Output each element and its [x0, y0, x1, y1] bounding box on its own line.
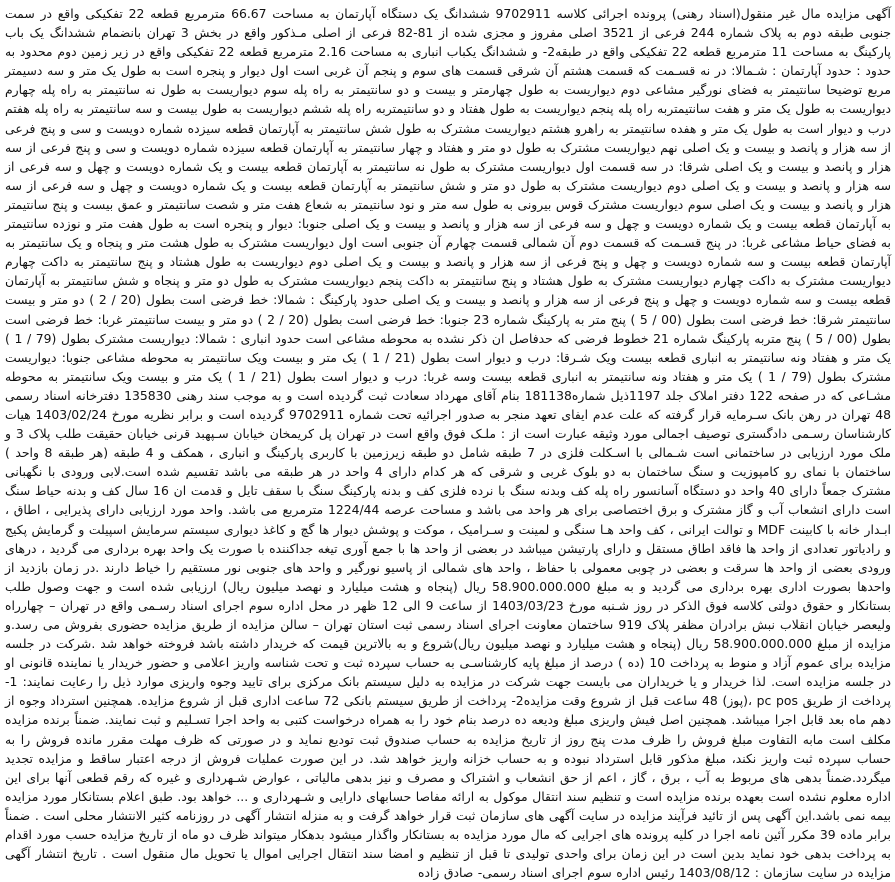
auction-notice-text: آگهی مزایده مال غیر منقول(اسناد رهنی) پرونده اجرائی کلاسه 9702911 ششدانگ یک دستگاه آپارتمان به مساحت 66.67 مترمربع قطعه 22 تفکیکی واقع در سمت جنوبی طبقه دوم به پلاک شماره 244 فرعی از 3521 اصلی مفروز و مجزی شده از 81-82 فرعی از اصلی مـذکور واقع در بخش 3 تهران بانضمام ششدانگ یک باب پارکینگ به مساحت 11 مترمربع قطعه 22 تفکیکی واقع در طبقه2- و ششدانگ یکباب انباری به مساحت 2.16 مترمربع قطعه 22 تفکیکی واقع در زیر زمین دوم محدود به حدود : حدود آپارتمان : شـمالا: در نه قسـمت که قسمت هشتم آن شرقی قسمت های سوم و پنجم آن غربی است اول دیوار و پنجره است به طول یک متر و سه دسیمتر مربع توضیحا سانتیمتر به فضای نورگیر مشاعی دوم دیواریست به طول چهارمتر و بیست و دو سانتیمتر به راه پله سوم دیواریست به طول نه سانتیمتر به راه پله چهارم دیواریست به طول یک متر و هفت سانتیمتربه راه پله پنجم دیواریست به طول هفتاد و دو سانتیمتربه راه پله ششم دیواریست به طول بیست و سه سانتیمتر به راه پله هفتم درب و دیوار است به طول یک متر و هفده سانتیمتر به راهرو هشتم دیواریست مشترک به طول شش سانتیمتر به آپارتمان قطعه سیزده شماره دویست و سی و پنج فرعی از سه هزار و پانصد و بیست و یک اصلی نهم دیواریست مشترک به طول دو متر و هفتاد و چهار سانتیمتر به آپارتمان قطعه سیزده شماره دویست و سی و پنج فرعی از سه هزار و پانصد و بیست و یک اصلی شرقا: در سه قسمت اول دیواریست مشترک به طول نه سانتیمتر به آپارتمان قطعه بیست و یک شماره دویست و چهل و سه فرعی از سه هزار و پانصد و بیست و یک اصلی دوم دیواریست مشترک به طول دو متر و شش سانتیمتر به آپارتمان قطعه بیست و یک شماره دویست و چهل و سه فرعی از سه هزار و پانصد و بیست و یک اصلی سوم دیواریست مشترک قوس بیرونی به طول سه متر و نود سانتیمتر به شعاع هفت متر و شصت سانتیمتر و عمق بیست و پنج سانتیمتر به آپارتمان قطعه بیست و یک شماره دویست و چهل و سه فرعی از سه هزار و پانصد و بیست و یک اصلی جنوبا: دیوار و پنجره است به طول هفت متر و نوزده سانتیمتر به فضای حیاط مشاعی غربا: در پنج قسـمت که قسمت دوم آن شمالی قسمت چهارم آن جنوبی است اول دیواریست مشترک به طول هشت متر و پنجاه و یک سانتیمتر به آپارتمان قطعه بیست و سه شماره دویست و چهل و پنج فرعی از سه هزار و پانصد و بیست و یک اصلی دوم دیواریست به طول هشتاد و پنج سانتیمتر به داکت چهارم دیواریست مشترک به داکت چهارم دیواریست مشترک به طول هشتاد و پنج سانتیمتر به داکت پنجم دیواریست مشترک به طول دو متر و پنجاه و شش سانتیمتر به آپارتمان قطعه بیست و سه شماره دویست و چهل و پنج فرعی از سه هزار و پانصد و بیست و یک اصلی حدود پارکینگ : شمالا: خط فرضی است بطول (20 / 2 ) دو متر و بیست سانتیمتر شرقا: خط فرضی است بطول (00 / 5 ) پنج متر به پارکینگ شماره 23 جنوبا: خط فرضی است بطول (20 / 2 ) دو متر و بیست سانتیمتر غربا: خط فرضی است بطول (00 / 5 ) پنج متربه پارکینگ شماره 21 خطوط فرضی که حدفاصل ان ذکر نشده به محوطه مشاعی است حدود انباری : شمالا: دیواریست مشترک بطول (79 / 1 ) یک متر و هفتاد ونه سانتیمتر به انباری قطعه بیست ویک شـرقا: درب و دیوار است بطول (21 / 1 ) یک متر و بیست ویک سانتیمتر به محوطه مشاعی جنوبا: دیواریست مشترک بطول (79 / 1 ) یک متر و هفتاد ونه سانتیمتر به انباری قطعه بیست وسه غربا: درب و دیوار است بطول (21 / 1 ) یک متر و بیست ویک سانتیمتر به محوطه مشـاعی که در صفحه 122 دفتر املاک جلد 1197ذیل شماره181138 بنام آقای مهرداد سعادت ثبت گردیده است و به موجب سند رهنی 135830 دفترخانه اسناد رسمی 48 تهران در رهن بانک سـرمایه قرار گرفته که علت عدم ایفای تعهد منجر به صدور اجرائیه تحت شماره 9702911 گردیده است و برابر نظریه مورخ 1403/02/24 هیات کارشناسان رسـمی دادگستری توصیف اجمالی مورد وثیقه عبارت است از : ملـک فوق واقع است در تهران پل کریمخان خیابان سـپهبد قرنی خیابان حقیقت طلب پلاک 3 و ملک مورد ارزیابی در ساختمانی است شـمالی با اسـکلت فلزی در 7 طبقه شامل دو طبقه زیرزمین با کاربری پارکینگ و انباری ، همکف و 4 طبقه (هر طبقه 8 واحد ) ساختمان با نمای رو کامپوزیت و سنگ ساختمان به دو بلوک غربی و شرقی که هر کدام دارای 4 واحد در هر طبقه می باشد تقسیم شده است.لابی ورودی با نگهبانی مشترک جمعاً دارای 40 واحد دو دستگاه آسانسور راه پله کف وبدنه سنگ با نرده فلزی کف و بدنه پارکینگ سنگ با سقف تایل و قدمت ان 16 سال کف و بدنه حیاط سنگ است دارای انشعاب آب و گاز مشترک و برق اختصاصی برای هر واحد می باشد و مساحت عرصه 1224/44 مترمربع می باشد. واحد مورد ارزیابی دارای پذیرایی ، اطاق ، ابـدار خانه با کابینت MDF و توالت ایرانی ، کف واحد هـا سنگی و لمینت و سـرامیک ، موکت و پوشش دیوار ها گچ و کاغذ دیواری سیستم سرمایش اسپیلت و گرمایش پکیج و رادیاتور تعدادی از واحد ها فاقد اطاق مستقل و دارای پارتیشن میباشد در بعضی از واحد ها با جمع آوری تیغه جداکننده با صورت یک واحد بهره برداری می گردید ، درهای ورودی بعضی از واحد ها سرقت و بعضی در چوبی معمولی با حفاظ ، واحد های شمالی از پاسیو نورگیر و واحد های جنوبی نور مستقیم را خیاط دارند .در زمان بازدید از واحدها بصورت اداری بهره برداری می گردید و به مبلغ 58.900.000.000 ریال (پنجاه و هشت میلیارد و نهصد میلیون ریال) ارزیابی شده است و جهت وصول طلب بستانکار و حقوق دولتی کلاسه فوق الذکر در روز شـنبه مورخ 1403/03/23 از ساعت 9 الی 12 ظهر در محل اداره سوم اجرای اسناد رسـمی واقع در تهران – چهارراه ولیعصر خیابان انقلاب نبش برادران مظفر پلاک 919 ساختمان معاونت اجرای اسناد رسمی ثبت استان تهران – سالن مزایده از طریق مزایده حضوری بفروش می رسد.و مزایده از مبلغ 58.900.000.000 ریال (پنجاه و هشت میلیارد و نهصد میلیون ریال)شروع و به بالاترین قیمت که خریدار داشته باشد فروخته خواهد شد .شرکت در جلسه مزایده برای عموم آزاد و منوط به پرداخت 10 (ده ) درصد از مبلغ پایه کارشناسـی به حساب سپرده ثبت و تحت شناسه واریز اعلامی و حضور خریدار یا نماینده قانونی او در جلسه مزایده است. لذا خریدار و یا خریداران می بایست جهت شرکت در مزایده به دلیل سیستم بانک مرکزی برای تایید وجوه واریزی موارد ذیل را رعایت نمایند: 1- پرداخت از طریق pc pos ،(پوز) 48 ساعت قبل از شروع وقت مزایده2- پرداخت از طریق سیستم بانکی 72 ساعت اداری قبل از شروع مزایده. همچنین استرداد وجوه از دهم ماه بعد قابل اجرا میباشد. همچنین اصل فیش واریزی مبلغ ودیعه ده درصد بنام خود را به همراه درخواست کتبی به واحد اجرا تسـلیم و ثبت نمایند. ضمناً برنده مزایده مکلف است مابه التفاوت مبلغ فروش را ظرف مدت پنج روز از تاریخ مزایده به حساب صندوق ثبت تودیع نماید و در صورتی که ظرف مهلت مقرر مانده فروش را به حساب سپرده ثبت واریز نکند، مبلغ مذکور قابل استرداد نبوده و به حساب خزانه واریز خواهد شد. در این صورت عملیات فروش از درجه اعتبار ساقط و مزایده تجدید میگردد.ضمناً بدهی های مربوط به آب ، برق ، گاز ، اعم از حق انشعاب و اشتراک و مصرف و نیز بدهی مالیاتی ، عوارض شـهرداری و غیره که رقم قطعی آنها برای این اداره معلوم نشده است بعهده برنده مزایده است و تنظیم سند انتقال موکول به ارائه مفاصا حسابهای دارایی و شـهرداری و ... خواهد بود. طبق اعلام بستانکار مورد مزایده بیمه نمی باشد.این آگهی پس از تائید فرآیند مزایده در سایت آگهی های سازمان ثبت قرار خواهد گرفت و به منزله انتشار آگهی در روزنامه کثیر الانتشار محلی است . ضمناً برابر ماده 39 مکرر آئین نامه اجرا در کلیه پرونده های اجرایی که مال مورد مزایده به بستانکار واگذار میشود بدهکار میتواند ظرف دو ماه از تاریخ مزایده حسب مورد اقدام به پرداخت بدهی خود نماید بدین است در این زمان برای واحدی تولیدی تا قبل از تنظیم و امضا سند انتقال اجرایی اموال یا تحویل مال منقول است . تاریخ انتشار آگهی مزایده در سایت سازمان : 1403/08/12 رئیس اداره سوم اجرای اسناد رسمی- صادق زاده [5, 6, 892, 881]
